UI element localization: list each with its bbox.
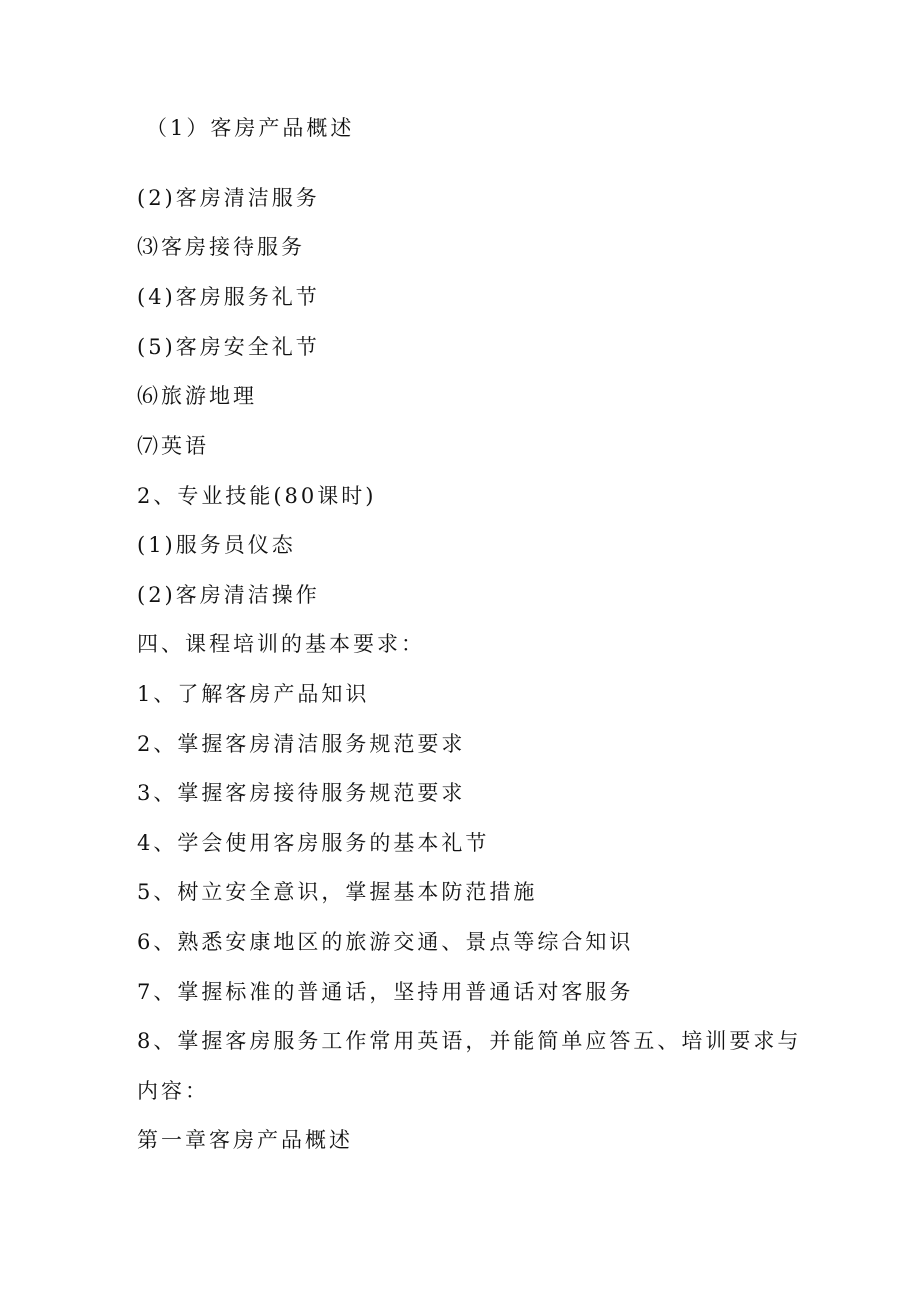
text-line-16: 5、树立安全意识，掌握基本防范措施 <box>137 880 538 904</box>
text-line-2: (2)客房清洁服务 <box>137 186 320 210</box>
text-line-9: (1)服务员仪态 <box>137 533 296 557</box>
text-line-4: (4)客房服务礼节 <box>137 285 320 309</box>
text-line-1: （1）客房产品概述 <box>146 116 355 140</box>
text-line-15: 4、学会使用客房服务的基本礼节 <box>137 831 490 855</box>
text-line-13: 2、掌握客房清洁服务规范要求 <box>137 732 466 756</box>
text-line-12: 1、了解客房产品知识 <box>137 682 370 706</box>
chapter-title: 第一章客房产品概述 <box>137 1128 353 1152</box>
text-line-7: ⑺英语 <box>137 434 209 458</box>
text-line-10: (2)客房清洁操作 <box>137 583 320 607</box>
text-line-6: ⑹旅游地理 <box>137 384 257 408</box>
text-line-8: 2、专业技能(80课时) <box>137 484 377 508</box>
text-line-14: 3、掌握客房接待服务规范要求 <box>137 781 466 805</box>
text-line-5: (5)客房安全礼节 <box>137 335 320 359</box>
text-line-3: ⑶客房接待服务 <box>137 235 305 259</box>
text-line-17: 6、熟悉安康地区的旅游交通、景点等综合知识 <box>137 930 634 954</box>
section-heading: 四、课程培训的基本要求： <box>137 632 425 656</box>
text-line-20: 内容： <box>137 1079 209 1103</box>
text-line-19: 8、掌握客房服务工作常用英语，并能简单应答五、培训要求与 <box>137 1029 802 1053</box>
text-line-18: 7、掌握标准的普通话，坚持用普通话对客服务 <box>137 980 634 1004</box>
